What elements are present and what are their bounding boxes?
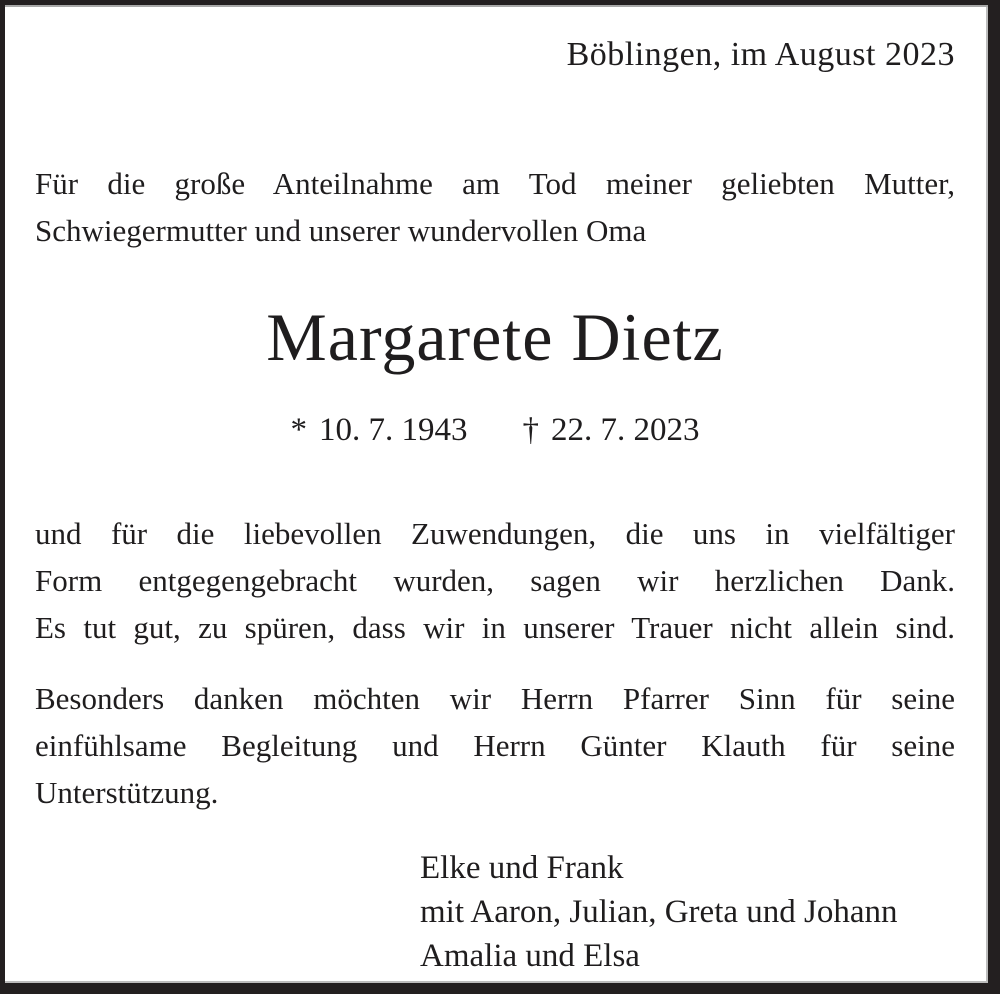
special-thanks-line: Besonders danken möchten wir Herrn Pfarrer Sinn für seine [35,681,955,716]
death-date-value: 22. 7. 2023 [551,412,700,448]
thanks-line: Form entgegengebracht wurden, sagen wir herzlichen Dank. [35,563,955,598]
intro-line: Für die große Anteilnahme am Tod meiner geliebten Mutter, [35,166,955,201]
signatures-block [420,846,955,978]
special-thanks-line: Unterstützung. [35,775,219,810]
intro-line: Schwiegermutter und unserer wundervollen Oma [35,213,647,248]
special-thanks-paragraph [35,675,955,816]
birth-star-symbol: * [290,412,307,448]
birth-date-value: 10. 7. 1943 [319,412,468,448]
notice-content [5,5,988,983]
thanks-line: Es tut gut, zu spüren, dass wir in unserer Trauer nicht allein sind. [35,610,955,645]
intro-paragraph [35,160,955,254]
death-cross-symbol: † [522,412,539,448]
signature-line: Amalia und Elsa [420,938,640,974]
signature-line: Elke und Frank [420,850,624,886]
signature-line: mit Aaron, Julian, Greta und Johann [420,894,898,930]
thanks-paragraph [35,510,955,651]
deceased-name: Margarete Dietz [266,299,724,375]
death-date [523,408,700,452]
life-dates [35,408,955,452]
thanks-line: und für die liebevollen Zuwendungen, die uns in vielfältiger [35,516,955,551]
dateline: Böblingen, im August 2023 [566,36,955,73]
special-thanks-line: einfühlsame Begleitung und Herrn Günter Klauth für seine [35,728,955,763]
birth-date [291,408,468,452]
